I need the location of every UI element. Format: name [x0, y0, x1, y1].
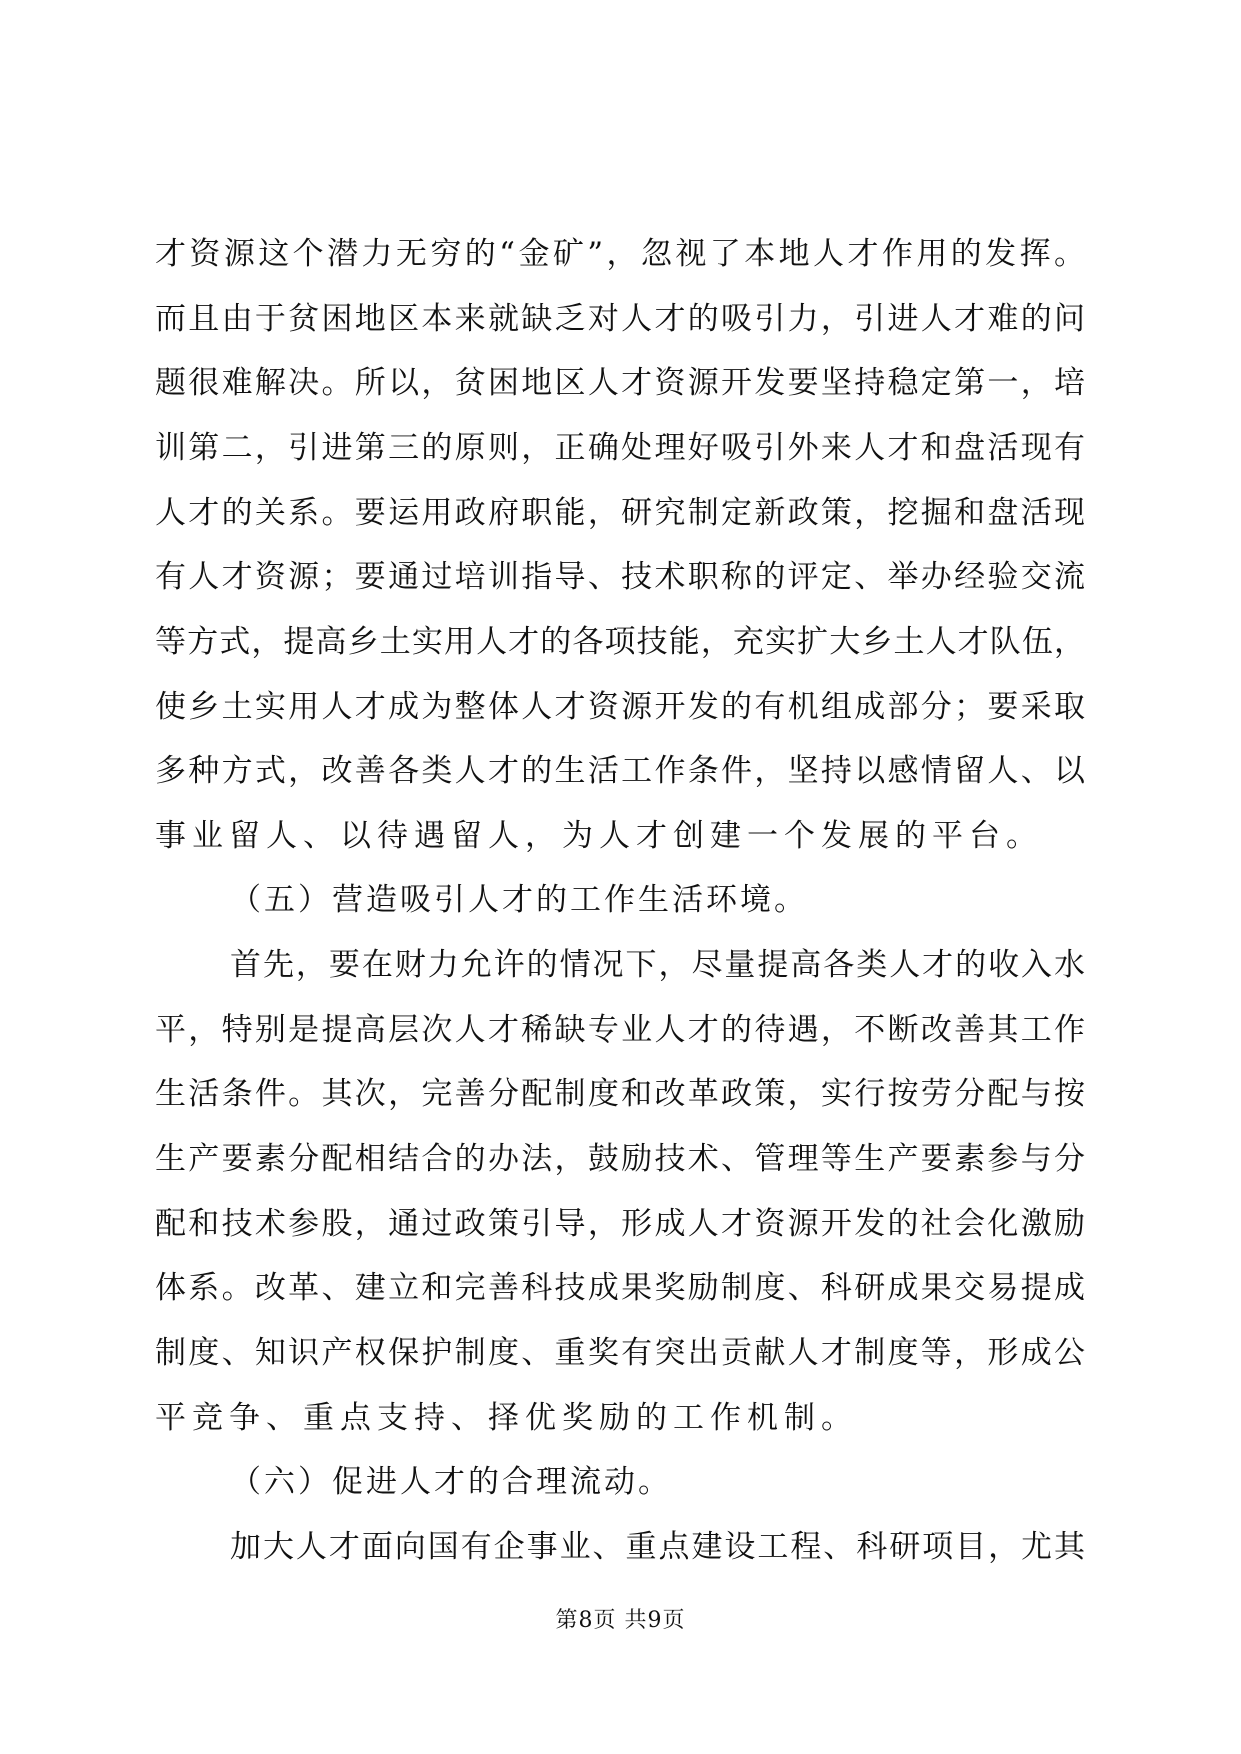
body-text-line: 有人才资源；要通过培训指导、技术职称的评定、举办经验交流: [155, 559, 1085, 595]
body-text-line: 人才的关系。要运用政府职能，研究制定新政策，挖掘和盘活现: [155, 495, 1085, 531]
section-heading: （六）促进人才的合理流动。: [230, 1464, 672, 1500]
body-text-line: 而且由于贫困地区本来就缺乏对人才的吸引力，引进人才难的问: [155, 301, 1085, 337]
body-text-line: 使乡土实用人才成为整体人才资源开发的有机组成部分；要采取: [155, 689, 1085, 725]
page-number-footer: 第8页 共9页: [555, 1608, 686, 1633]
body-text-line: 加大人才面向国有企事业、重点建设工程、科研项目，尤其: [230, 1529, 1085, 1565]
body-text-line: 题很难解决。所以，贫困地区人才资源开发要坚持稳定第一，培: [155, 365, 1085, 401]
body-text-line: 制度、知识产权保护制度、重奖有突出贡献人才制度等，形成公: [155, 1335, 1085, 1371]
body-text-line: 平，特别是提高层次人才稀缺专业人才的待遇，不断改善其工作: [155, 1012, 1085, 1048]
body-text-line: 等方式，提高乡土实用人才的各项技能，充实扩大乡土人才队伍，: [155, 624, 1085, 660]
body-text-line: 生活条件。其次，完善分配制度和改革政策，实行按劳分配与按: [155, 1076, 1085, 1112]
body-text-line: 训第二，引进第三的原则，正确处理好吸引外来人才和盘活现有: [155, 430, 1085, 466]
body-text-line: 事业留人、以待遇留人，为人才创建一个发展的平台。: [155, 818, 1043, 854]
body-text-line: 配和技术参股，通过政策引导，形成人才资源开发的社会化激励: [155, 1206, 1085, 1242]
body-text-line: 体系。改革、建立和完善科技成果奖励制度、科研成果交易提成: [155, 1270, 1085, 1306]
body-text-line: 首先，要在财力允许的情况下，尽量提高各类人才的收入水: [230, 947, 1085, 983]
body-text-line: 平竞争、重点支持、择优奖励的工作机制。: [155, 1400, 858, 1436]
body-text-line: 多种方式，改善各类人才的生活工作条件，坚持以感情留人、以: [155, 753, 1085, 789]
body-text-line: 生产要素分配相结合的办法，鼓励技术、管理等生产要素参与分: [155, 1141, 1085, 1177]
body-text-line: 才资源这个潜力无穷的“金矿”，忽视了本地人才作用的发挥。: [155, 236, 1085, 272]
section-heading: （五）营造吸引人才的工作生活环境。: [230, 882, 808, 918]
